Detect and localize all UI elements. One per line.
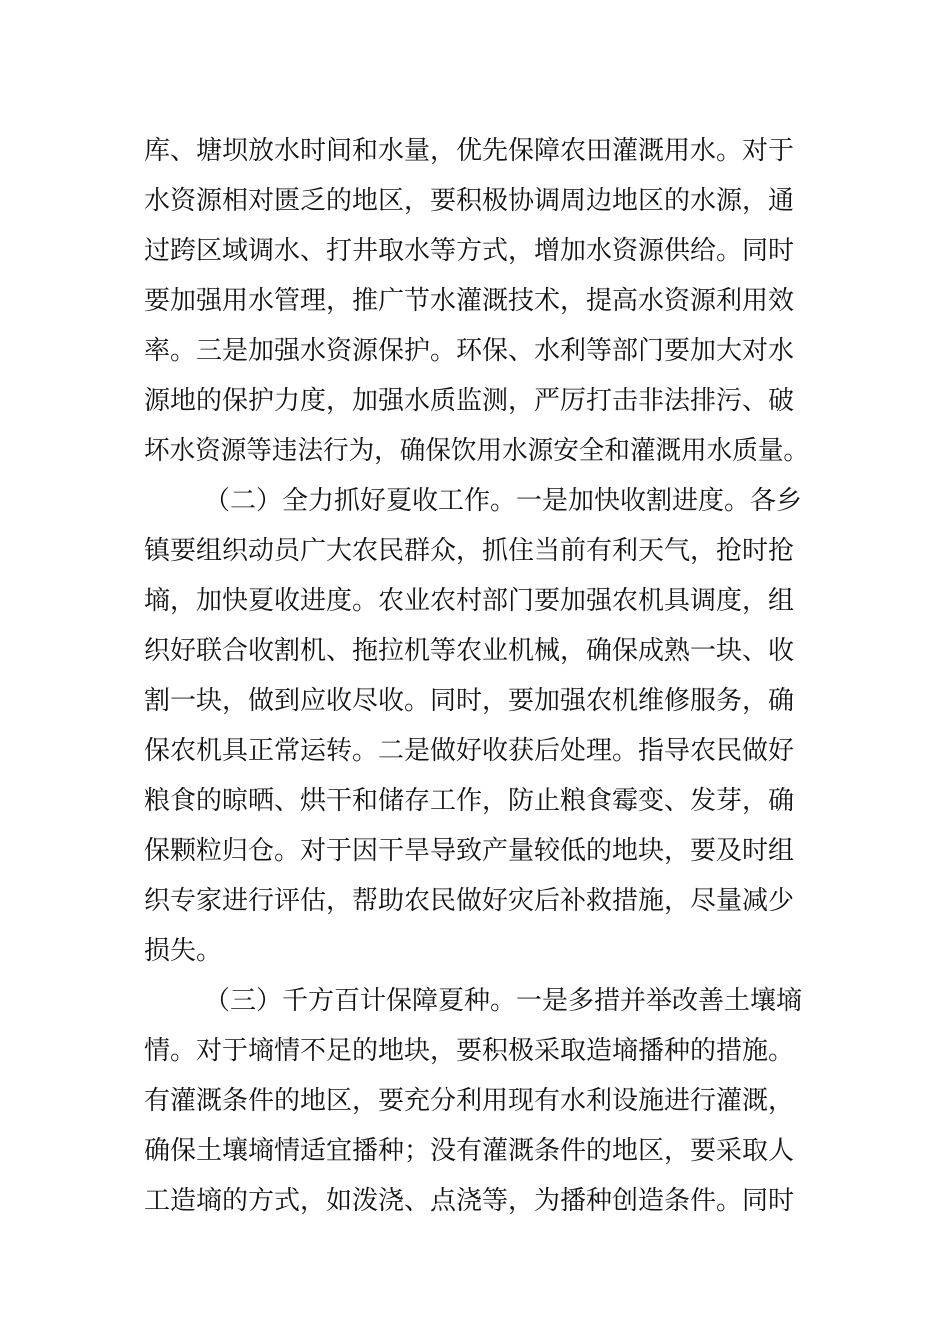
paragraph-1-line-1: 库、塘坝放水时间和水量，优先保障农田灌溉用水。对于 — [144, 136, 795, 166]
paragraph-1-line-7: 坏水资源等违法行为，确保饮用水源安全和灌溉用水质量。 — [144, 436, 809, 466]
paragraph-1-line-3: 过跨区域调水、打井取水等方式，增加水资源供给。同时 — [144, 236, 795, 266]
paragraph-2-line-6: 保农机具正常运转。二是做好收获后处理。指导农民做好 — [144, 736, 795, 766]
paragraph-3-line-3: 有灌溉条件的地区，要充分利用现有水利设施进行灌溉， — [144, 1086, 795, 1116]
paragraph-3-line-5: 工造墒的方式，如泼浇、点浇等，为播种创造条件。同时 — [144, 1186, 795, 1216]
paragraph-1-line-6: 源地的保护力度，加强水质监测，严厉打击非法排污、破 — [144, 386, 795, 416]
paragraph-2-line-2: 镇要组织动员广大农民群众，抓住当前有利天气，抢时抢 — [144, 536, 795, 566]
paragraph-2-line-10: 损失。 — [144, 936, 223, 966]
paragraph-1-line-4: 要加强用水管理，推广节水灌溉技术，提高水资源利用效 — [144, 286, 795, 316]
paragraph-2-line-7: 粮食的晾晒、烘干和储存工作，防止粮食霉变、发芽，确 — [144, 786, 795, 816]
paragraph-2-line-4: 织好联合收割机、拖拉机等农业机械，确保成熟一块、收 — [144, 636, 795, 666]
paragraph-2-line-1: （二）全力抓好夏收工作。一是加快收割进度。各乡 — [204, 486, 803, 516]
paragraph-2-line-8: 保颗粒归仓。对于因干旱导致产量较低的地块，要及时组 — [144, 836, 795, 866]
paragraph-3-line-2: 情。对于墒情不足的地块，要积极采取造墒播种的措施。 — [144, 1036, 795, 1066]
document-body — [144, 126, 809, 1226]
paragraph-2-line-9: 织专家进行评估，帮助农民做好灾后补救措施，尽量减少 — [144, 886, 795, 916]
paragraph-2-line-5: 割一块，做到应收尽收。同时，要加强农机维修服务，确 — [144, 686, 795, 716]
paragraph-1-line-5: 率。三是加强水资源保护。环保、水利等部门要加大对水 — [144, 336, 795, 366]
paragraph-3-line-1: （三）千方百计保障夏种。一是多措并举改善土壤墒 — [204, 986, 803, 1016]
paragraph-3-line-4: 确保土壤墒情适宜播种；没有灌溉条件的地区，要采取人 — [144, 1136, 795, 1166]
paragraph-1-line-2: 水资源相对匮乏的地区，要积极协调周边地区的水源，通 — [144, 186, 795, 216]
paragraph-2-line-3: 墒，加快夏收进度。农业农村部门要加强农机具调度，组 — [144, 586, 795, 616]
